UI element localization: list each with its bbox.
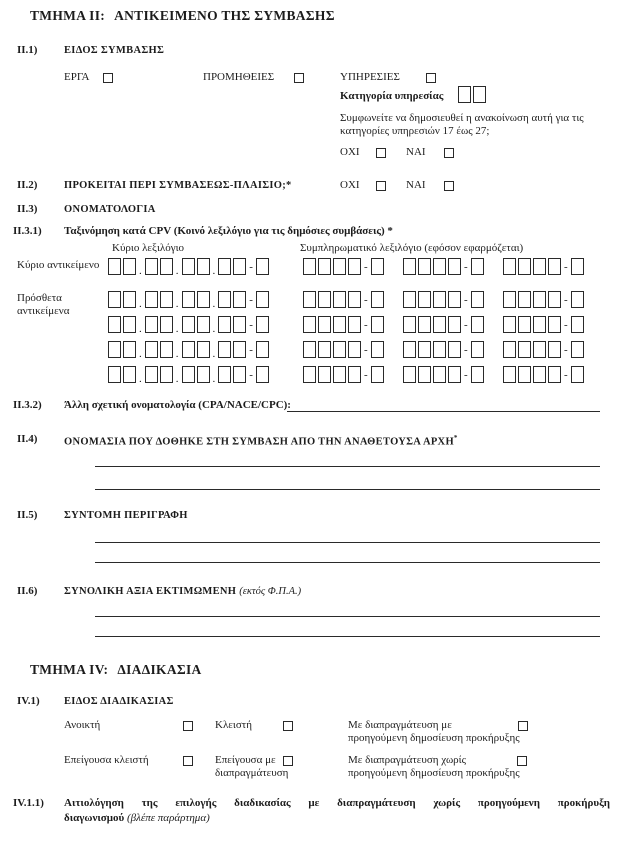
dot-separator: . — [139, 298, 142, 310]
code-box[interactable] — [218, 291, 231, 308]
section-iv-heading — [30, 662, 202, 678]
supplies-checkbox[interactable] — [294, 73, 304, 83]
item-ii3-label: ΟΝΟΜΑΤΟΛΟΓΙΑ — [64, 204, 156, 215]
dot-separator: . — [139, 373, 142, 385]
section-ii-heading — [30, 8, 335, 24]
dash-separator: - — [464, 318, 468, 331]
item-ii1-number: ΙΙ.1) — [17, 44, 38, 56]
code-box[interactable] — [448, 341, 461, 358]
supplies-label: ΠΡΟΜΗΘΕΙΕΣ — [203, 71, 275, 83]
code-box[interactable] — [218, 316, 231, 333]
code-box[interactable] — [333, 291, 346, 308]
dot-separator: . — [212, 265, 216, 277]
item-iv11-label-line1: Αιτιολόγηση της επιλογής διαδικασίας με διαπραγμάτευση χωρίς προηγούμενη προκήρυξη — [64, 797, 610, 809]
cpv-main-code-input — [108, 291, 271, 308]
code-box[interactable] — [571, 258, 584, 275]
code-box[interactable] — [145, 258, 158, 275]
code-box[interactable] — [108, 366, 121, 383]
dash-separator: - — [364, 318, 368, 331]
dot-separator: . — [175, 265, 179, 277]
item-ii2-number: ΙΙ.2) — [17, 179, 38, 191]
code-box[interactable] — [518, 316, 531, 333]
code-box[interactable] — [123, 341, 136, 358]
code-box[interactable] — [533, 316, 546, 333]
cpv-main-vocab-header: Κύριο λεξιλόγιο — [112, 242, 185, 254]
works-label: ΕΡΓΑ — [64, 71, 90, 83]
item-ii31-number: ΙΙ.3.1) — [13, 225, 42, 237]
dot-separator: . — [212, 348, 216, 360]
code-box[interactable] — [145, 366, 158, 383]
negotiated-without-publication-checkbox[interactable] — [517, 756, 527, 766]
cpv-row-additional-3 — [0, 341, 629, 359]
cpv-supp-code-input-2 — [403, 258, 486, 275]
code-box[interactable] — [471, 258, 484, 275]
code-box[interactable] — [548, 258, 561, 275]
publish-yes-label: ΝΑΙ — [406, 146, 426, 158]
code-box[interactable] — [333, 258, 346, 275]
item-iv1-label: ΕΙΔΟΣ ΔΙΑΔΙΚΑΣΙΑΣ — [64, 696, 174, 707]
framework-yes-checkbox[interactable] — [444, 181, 454, 191]
code-box[interactable] — [182, 291, 195, 308]
cpv-main-code-input — [108, 316, 271, 333]
item-ii3-number: ΙΙ.3) — [17, 203, 38, 215]
code-box[interactable] — [145, 291, 158, 308]
cpv-supp-code-input-1 — [303, 341, 386, 358]
services-label: ΥΠΗΡΕΣΙΕΣ — [340, 71, 400, 83]
code-box[interactable] — [471, 316, 484, 333]
cpv-main-object-label: Κύριο αντικείμενο — [17, 259, 100, 271]
dash-separator: - — [564, 318, 568, 331]
cpv-supp-code-input-3 — [503, 341, 586, 358]
code-box[interactable] — [303, 291, 316, 308]
cpv-supp-code-input-2 — [403, 316, 486, 333]
cpv-supp-code-input-3 — [503, 258, 586, 275]
restricted-procedure-label: Κλειστή — [215, 719, 252, 731]
cpv-supp-code-input-2 — [403, 341, 486, 358]
dash-separator: - — [464, 293, 468, 306]
code-box[interactable] — [182, 366, 195, 383]
code-box[interactable] — [233, 258, 246, 275]
code-box[interactable] — [197, 366, 210, 383]
code-box[interactable] — [218, 366, 231, 383]
code-box[interactable] — [458, 86, 471, 103]
cpv-row-main — [0, 258, 629, 276]
item-ii31-label: Ταξινόμηση κατά CPV (Κοινό λεξιλόγιο για τις δημόσιες συμβάσεις) * — [64, 225, 393, 237]
code-box[interactable] — [448, 258, 461, 275]
item-iv1-number: IV.1) — [17, 695, 40, 707]
code-box[interactable] — [256, 258, 269, 275]
code-box[interactable] — [403, 291, 416, 308]
dash-separator: - — [464, 368, 468, 381]
code-box[interactable] — [433, 366, 446, 383]
code-box[interactable] — [318, 291, 331, 308]
other-nomenclature-line[interactable] — [287, 411, 600, 412]
cpv-row-additional-4 — [0, 366, 629, 384]
code-box[interactable] — [318, 366, 331, 383]
code-box[interactable] — [333, 366, 346, 383]
code-box[interactable] — [418, 291, 431, 308]
code-box[interactable] — [418, 258, 431, 275]
code-box[interactable] — [256, 291, 269, 308]
urgent-restricted-label: Επείγουσα κλειστή — [64, 754, 149, 766]
code-box[interactable] — [448, 316, 461, 333]
dot-separator: . — [212, 298, 216, 310]
code-box[interactable] — [145, 341, 158, 358]
short-description-line-1[interactable] — [95, 542, 600, 543]
dash-separator: - — [564, 343, 568, 356]
code-box[interactable] — [233, 316, 246, 333]
code-box[interactable] — [233, 291, 246, 308]
code-box[interactable] — [348, 366, 361, 383]
code-box[interactable] — [533, 258, 546, 275]
code-box[interactable] — [433, 316, 446, 333]
code-box[interactable] — [403, 316, 416, 333]
dash-separator: - — [464, 260, 468, 273]
code-box[interactable] — [503, 341, 516, 358]
works-checkbox[interactable] — [103, 73, 113, 83]
item-ii4-label: ΟΝΟΜΑΣΙΑ ΠΟΥ ΔΟΘΗΚΕ ΣΤΗ ΣΥΜΒΑΣΗ ΑΠΟ ΤΗΝ ΑΝΑΘΕΤΟΥΣΑ ΑΡΧΗ* — [64, 434, 458, 448]
section-iv-heading-number: ΤΜΗΜΑ IV: — [30, 662, 109, 677]
dot-separator: . — [175, 298, 179, 310]
code-box[interactable] — [197, 291, 210, 308]
code-box[interactable] — [123, 291, 136, 308]
cpv-supp-code-input-3 — [503, 291, 586, 308]
code-box[interactable] — [108, 316, 121, 333]
cpv-row-additional-1 — [0, 291, 629, 309]
section-ii-heading-number: ΤΜΗΜΑ ΙΙ: — [30, 8, 106, 23]
item-ii32-label: Άλλη σχετική ονοματολογία (CPA/NACE/CPC): — [64, 399, 291, 411]
code-box[interactable] — [348, 341, 361, 358]
code-box[interactable] — [197, 341, 210, 358]
code-box[interactable] — [318, 258, 331, 275]
code-box[interactable] — [318, 316, 331, 333]
code-box[interactable] — [418, 316, 431, 333]
code-box[interactable] — [518, 341, 531, 358]
restricted-procedure-checkbox[interactable] — [283, 721, 293, 731]
code-box[interactable] — [471, 341, 484, 358]
code-box[interactable] — [571, 316, 584, 333]
code-box[interactable] — [571, 341, 584, 358]
code-box[interactable] — [448, 366, 461, 383]
cpv-row-additional-2 — [0, 316, 629, 334]
code-box[interactable] — [145, 316, 158, 333]
code-box[interactable] — [518, 291, 531, 308]
dot-separator: . — [175, 373, 179, 385]
code-box[interactable] — [182, 258, 195, 275]
item-ii6-label: ΣΥΝΟΛΙΚΗ ΑΞΙΑ ΕΚΤΙΜΩΜΕΝΗ (εκτός Φ.Π.Α.) — [64, 586, 302, 597]
negotiated-with-publication-label: Με διαπραγμάτευση με προηγούμενη δημοσίευση προκήρυξης — [348, 719, 520, 744]
dash-separator: - — [249, 260, 253, 273]
code-box[interactable] — [160, 258, 173, 275]
cpv-supp-code-input-2 — [403, 291, 486, 308]
code-box[interactable] — [303, 258, 316, 275]
code-box[interactable] — [433, 341, 446, 358]
item-ii2-label: ΠΡΟΚΕΙΤΑΙ ΠΕΡΙ ΣΥΜΒΑΣΕΩΣ-ΠΛΑΙΣΙΟ;* — [64, 180, 292, 191]
dash-separator: - — [249, 343, 253, 356]
code-box[interactable] — [303, 316, 316, 333]
code-box[interactable] — [123, 258, 136, 275]
item-ii6-note: (εκτός Φ.Π.Α.) — [239, 586, 302, 597]
dot-separator: . — [139, 348, 142, 360]
service-category-input — [458, 86, 488, 103]
code-box[interactable] — [403, 366, 416, 383]
publish-no-checkbox[interactable] — [376, 148, 386, 158]
dot-separator: . — [175, 348, 179, 360]
cpv-supp-code-input-2 — [403, 366, 486, 383]
item-ii32-number: ΙΙ.3.2) — [13, 399, 42, 411]
code-box[interactable] — [403, 341, 416, 358]
code-box[interactable] — [108, 341, 121, 358]
publish-yes-checkbox[interactable] — [444, 148, 454, 158]
cpv-supp-code-input-1 — [303, 366, 386, 383]
code-box[interactable] — [123, 366, 136, 383]
code-box[interactable] — [108, 291, 121, 308]
item-ii4-asterisk: * — [453, 434, 458, 442]
code-box[interactable] — [318, 341, 331, 358]
dash-separator: - — [364, 368, 368, 381]
publish-no-label: ΟΧΙ — [340, 146, 360, 158]
dash-separator: - — [249, 318, 253, 331]
code-box[interactable] — [371, 291, 384, 308]
code-box[interactable] — [348, 291, 361, 308]
code-box[interactable] — [348, 258, 361, 275]
code-box[interactable] — [548, 291, 561, 308]
code-box[interactable] — [371, 366, 384, 383]
short-description-line-2[interactable] — [95, 562, 600, 563]
dash-separator: - — [249, 293, 253, 306]
item-ii6-number: ΙΙ.6) — [17, 585, 38, 597]
urgent-restricted-checkbox[interactable] — [183, 756, 193, 766]
code-box[interactable] — [548, 341, 561, 358]
code-box[interactable] — [503, 291, 516, 308]
negotiated-without-publication-label: Με διαπραγμάτευση χωρίς προηγούμενη δημοσίευση προκήρυξης — [348, 754, 520, 779]
code-box[interactable] — [233, 341, 246, 358]
code-box[interactable] — [160, 291, 173, 308]
item-iv11-number: IV.1.1) — [13, 797, 44, 809]
code-box[interactable] — [418, 366, 431, 383]
code-box[interactable] — [503, 366, 516, 383]
dash-separator: - — [564, 368, 568, 381]
code-box[interactable] — [333, 341, 346, 358]
cpv-supp-code-input-1 — [303, 316, 386, 333]
cpv-main-code-input — [108, 258, 271, 275]
framework-no-checkbox[interactable] — [376, 181, 386, 191]
code-box[interactable] — [256, 316, 269, 333]
cpv-supp-code-input-3 — [503, 366, 586, 383]
cpv-main-code-input — [108, 366, 271, 383]
urgent-negotiated-checkbox[interactable] — [283, 756, 293, 766]
code-box[interactable] — [233, 366, 246, 383]
cpv-supp-code-input-1 — [303, 258, 386, 275]
negotiated-with-publication-checkbox[interactable] — [518, 721, 528, 731]
code-box[interactable] — [108, 258, 121, 275]
dot-separator: . — [139, 323, 142, 335]
code-box[interactable] — [548, 316, 561, 333]
section-ii-heading-title: ΑΝΤΙΚΕΙΜΕΝΟ ΤΗΣ ΣΥΜΒΑΣΗΣ — [114, 8, 335, 23]
item-ii1-label: ΕΙΔΟΣ ΣΥΜΒΑΣΗΣ — [64, 45, 165, 56]
code-box[interactable] — [403, 258, 416, 275]
dash-separator: - — [564, 293, 568, 306]
code-box[interactable] — [160, 366, 173, 383]
dash-separator: - — [564, 260, 568, 273]
code-box[interactable] — [182, 316, 195, 333]
dash-separator: - — [364, 343, 368, 356]
framework-yes-label: ΝΑΙ — [406, 179, 426, 191]
contract-title-line-1[interactable] — [95, 466, 600, 467]
dot-separator: . — [212, 323, 216, 335]
code-box[interactable] — [348, 316, 361, 333]
framework-no-label: ΟΧΙ — [340, 179, 360, 191]
item-ii5-label: ΣΥΝΤΟΜΗ ΠΕΡΙΓΡΑΦΗ — [64, 510, 188, 521]
code-box[interactable] — [303, 341, 316, 358]
dash-separator: - — [249, 368, 253, 381]
urgent-negotiated-label: Επείγουσα με διαπραγμάτευση — [215, 754, 289, 779]
code-box[interactable] — [197, 316, 210, 333]
code-box[interactable] — [182, 341, 195, 358]
code-box[interactable] — [533, 341, 546, 358]
code-box[interactable] — [333, 316, 346, 333]
code-box[interactable] — [471, 366, 484, 383]
dot-separator: . — [175, 323, 179, 335]
dash-separator: - — [364, 293, 368, 306]
code-box[interactable] — [533, 366, 546, 383]
code-box[interactable] — [448, 291, 461, 308]
item-iv11-note: (βλέπε παράρτημα) — [126, 812, 210, 824]
contract-title-line-2[interactable] — [95, 489, 600, 490]
code-box[interactable] — [371, 258, 384, 275]
open-procedure-checkbox[interactable] — [183, 721, 193, 731]
code-box[interactable] — [160, 341, 173, 358]
cpv-additional-objects-label: Πρόσθετα αντικείμενα — [17, 292, 70, 317]
code-box[interactable] — [533, 291, 546, 308]
item-ii5-number: ΙΙ.5) — [17, 509, 38, 521]
code-box[interactable] — [371, 341, 384, 358]
item-ii4-number: ΙΙ.4) — [17, 433, 38, 445]
code-box[interactable] — [371, 316, 384, 333]
code-box[interactable] — [418, 341, 431, 358]
cpv-supp-vocab-header: Συμπληρωματικό λεξιλόγιο (εφόσον εφαρμόζεται) — [300, 242, 524, 254]
code-box[interactable] — [256, 341, 269, 358]
item-iv11-label-line2: διαγωνισμού (βλέπε παράρτημα) — [64, 812, 210, 824]
code-box[interactable] — [503, 258, 516, 275]
service-category-label: Κατηγορία υπηρεσίας — [340, 90, 444, 102]
estimated-value-line-1[interactable] — [95, 616, 600, 617]
code-box[interactable] — [256, 366, 269, 383]
services-checkbox[interactable] — [426, 73, 436, 83]
code-box[interactable] — [303, 366, 316, 383]
code-box[interactable] — [218, 258, 231, 275]
code-box[interactable] — [571, 291, 584, 308]
code-box[interactable] — [571, 366, 584, 383]
cpv-supp-code-input-3 — [503, 316, 586, 333]
code-box[interactable] — [473, 86, 486, 103]
open-procedure-label: Ανοικτή — [64, 719, 101, 731]
code-box[interactable] — [433, 258, 446, 275]
estimated-value-line-2[interactable] — [95, 636, 600, 637]
code-box[interactable] — [433, 291, 446, 308]
code-box[interactable] — [471, 291, 484, 308]
dot-separator: . — [139, 265, 142, 277]
code-box[interactable] — [218, 341, 231, 358]
code-box[interactable] — [197, 258, 210, 275]
publish-question: Συμφωνείτε να δημοσιευθεί η ανακοίνωση αυτή για τις κατηγορίες υπηρεσιών 17 έως 27; — [340, 112, 584, 137]
code-box[interactable] — [548, 366, 561, 383]
code-box[interactable] — [518, 258, 531, 275]
section-iv-heading-title: ΔΙΑΔΙΚΑΣΙΑ — [117, 662, 202, 677]
code-box[interactable] — [518, 366, 531, 383]
code-box[interactable] — [160, 316, 173, 333]
dot-separator: . — [212, 373, 216, 385]
cpv-main-code-input — [108, 341, 271, 358]
code-box[interactable] — [123, 316, 136, 333]
dash-separator: - — [464, 343, 468, 356]
cpv-supp-code-input-1 — [303, 291, 386, 308]
code-box[interactable] — [503, 316, 516, 333]
dash-separator: - — [364, 260, 368, 273]
